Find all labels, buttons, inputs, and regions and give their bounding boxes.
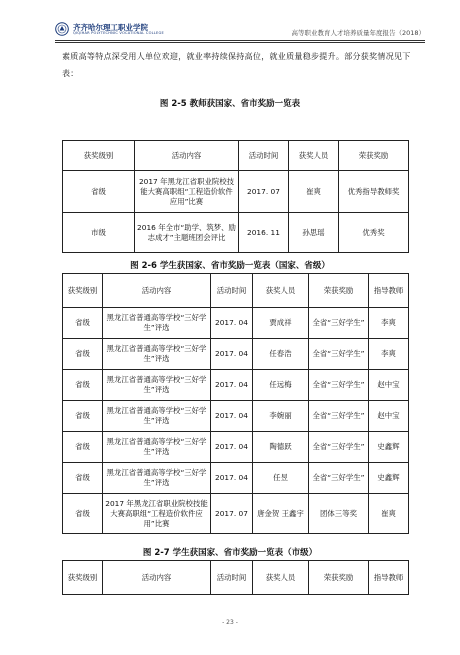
- table-cell: 省级: [63, 308, 103, 339]
- header-divider-thin: [55, 42, 425, 43]
- table-cell: 全省“三好学生”: [309, 432, 369, 463]
- table-cell: 省级: [63, 432, 103, 463]
- table-cell: 任昱: [253, 463, 309, 494]
- table-cell: 2017 年黑龙江省职业院校技能大赛高职组“工程造价软件应用”比赛: [135, 171, 239, 213]
- table-cell: 省级: [63, 401, 103, 432]
- table-cell: 黑龙江省普通高等学校“三好学生”评选: [103, 308, 211, 339]
- header-cell: 获奖级别: [63, 141, 135, 171]
- table-cell: 全省“三好学生”: [309, 370, 369, 401]
- table-row: [63, 308, 409, 339]
- table-cell: 2017. 04: [211, 308, 253, 339]
- page-number: - 23 -: [222, 619, 238, 626]
- header-cell: 活动内容: [135, 141, 239, 171]
- header-cell: 指导教师: [369, 561, 409, 595]
- header-cell: 荣获奖励: [339, 141, 409, 171]
- table-header-row: [63, 141, 409, 171]
- table-2-5-title: 图 2-5 教师获国家、省市奖励一览表: [159, 99, 301, 109]
- header-cell: 获奖人员: [253, 561, 309, 595]
- table-cell: 李婉丽: [253, 401, 309, 432]
- table-cell: 优秀奖: [339, 213, 409, 253]
- table-cell: 2016 年全市“助学、筑梦、励志成才”主题班团会评比: [135, 213, 239, 253]
- table-cell: 全省“三好学生”: [309, 308, 369, 339]
- table-cell: 2017. 04: [211, 432, 253, 463]
- student-awards-provincial-table: [62, 273, 409, 534]
- table-cell: 2017. 04: [211, 370, 253, 401]
- table-cell: 2017 年黑龙江省职业院校技能大赛高职组“工程造价软件应用”比赛: [103, 494, 211, 534]
- table-cell: 市级: [63, 213, 135, 253]
- table-cell: 2017. 04: [211, 401, 253, 432]
- table-row: [63, 463, 409, 494]
- table-row: [63, 370, 409, 401]
- table-cell: 赵中宝: [369, 401, 409, 432]
- table-cell: 崔爽: [369, 494, 409, 534]
- table-cell: 史鑫辉: [369, 463, 409, 494]
- table-cell: 全省“三好学生”: [309, 463, 369, 494]
- table-cell: 唐金贺 王鑫宇: [253, 494, 309, 534]
- table-cell: 省级: [63, 339, 103, 370]
- table-row: [63, 339, 409, 370]
- header-cell: 活动内容: [103, 274, 211, 308]
- table-cell: 黑龙江省普通高等学校“三好学生”评选: [103, 463, 211, 494]
- header-cell: 指导教师: [369, 274, 409, 308]
- table-header-row: [63, 561, 409, 595]
- table-cell: 省级: [63, 494, 103, 534]
- table-row: [63, 213, 409, 253]
- table-row: [63, 494, 409, 534]
- table-row: [63, 171, 409, 213]
- school-name-english: QIQIHAR POLYTECHNIC VOCATIONAL COLLEGE: [73, 31, 164, 35]
- table-cell: 黑龙江省普通高等学校“三好学生”评选: [103, 432, 211, 463]
- header-cell: 活动时间: [211, 274, 253, 308]
- table-cell: 全省“三好学生”: [309, 339, 369, 370]
- table-cell: 2017. 07: [239, 171, 289, 213]
- intro-paragraph: 素质高等特点深受用人单位欢迎，就业率持续保持高位，就业质量稳步提升。部分获奖情况见下表：: [62, 52, 411, 78]
- table-cell: 史鑫辉: [369, 432, 409, 463]
- table-cell: 崔爽: [289, 171, 339, 213]
- table-header-row: [63, 274, 409, 308]
- student-awards-municipal-table: [62, 560, 409, 595]
- header-cell: 荣获奖励: [309, 561, 369, 595]
- header-cell: 获奖级别: [63, 274, 103, 308]
- header-cell: 荣获奖励: [309, 274, 369, 308]
- table-cell: 任远梅: [253, 370, 309, 401]
- header-divider: [55, 40, 425, 41]
- table-row: [63, 432, 409, 463]
- table-cell: 孙思瑶: [289, 213, 339, 253]
- table-row: [63, 401, 409, 432]
- table-cell: 2017. 07: [211, 494, 253, 534]
- table-2-7-title: 图 2-7 学生获国家、省市奖励一览表（市级）: [142, 548, 318, 558]
- table-cell: 贾成祥: [253, 308, 309, 339]
- table-cell: 李爽: [369, 308, 409, 339]
- table-cell: 优秀指导教师奖: [339, 171, 409, 213]
- header-cell: 获奖人员: [253, 274, 309, 308]
- header-cell: 活动时间: [211, 561, 253, 595]
- table-cell: 团体三等奖: [309, 494, 369, 534]
- header-cell: 活动时间: [239, 141, 289, 171]
- header-cell: 获奖人员: [289, 141, 339, 171]
- table-cell: 2017. 04: [211, 463, 253, 494]
- header-cell: 活动内容: [103, 561, 211, 595]
- table-cell: 全省“三好学生”: [309, 401, 369, 432]
- table-cell: 省级: [63, 370, 103, 401]
- table-2-6-title: 图 2-6 学生获国家、省市奖励一览表（国家、省级）: [130, 261, 330, 271]
- school-logo-icon: [55, 22, 69, 36]
- table-cell: 2016. 11: [239, 213, 289, 253]
- table-cell: 2017. 04: [211, 339, 253, 370]
- table-cell: 黑龙江省普通高等学校“三好学生”评选: [103, 370, 211, 401]
- table-cell: 赵中宝: [369, 370, 409, 401]
- page-header: [55, 22, 425, 38]
- table-cell: 黑龙江省普通高等学校“三好学生”评选: [103, 339, 211, 370]
- report-title: 高等职业教育人才培养质量年度报告（2018）: [291, 29, 425, 37]
- school-name: 齐齐哈尔理工职业学院: [73, 23, 148, 32]
- table-cell: 省级: [63, 171, 135, 213]
- teacher-awards-table: [62, 140, 409, 253]
- table-cell: 黑龙江省普通高等学校“三好学生”评选: [103, 401, 211, 432]
- table-cell: 省级: [63, 463, 103, 494]
- table-cell: 陶德跃: [253, 432, 309, 463]
- header-cell: 获奖级别: [63, 561, 103, 595]
- table-cell: 任春浩: [253, 339, 309, 370]
- table-cell: 李爽: [369, 339, 409, 370]
